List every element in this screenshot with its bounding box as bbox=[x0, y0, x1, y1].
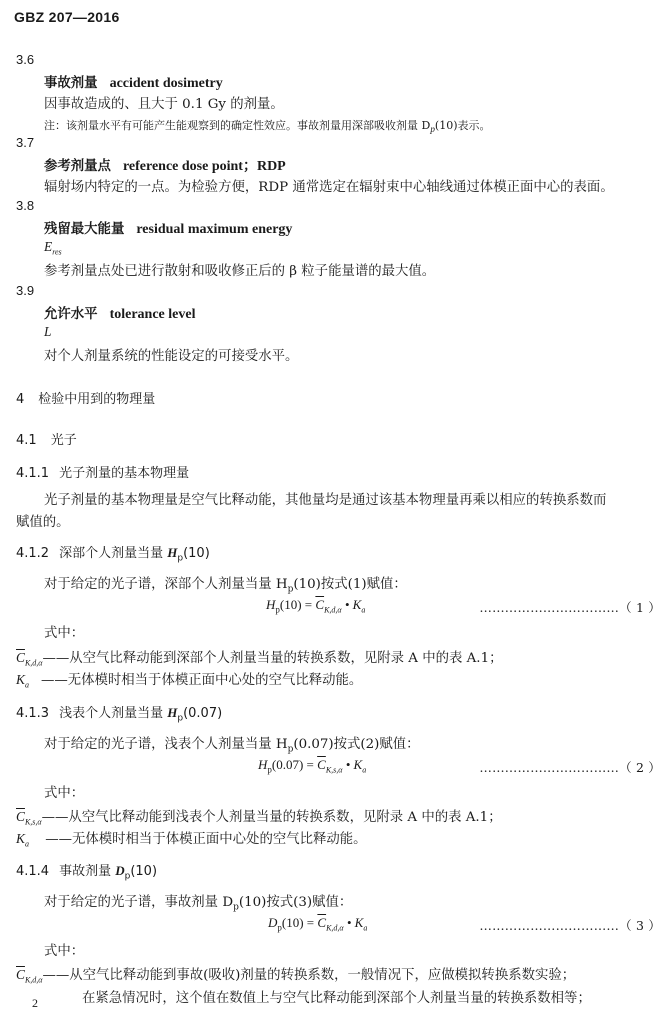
term-heading bbox=[44, 155, 286, 175]
intro-subscript: p bbox=[287, 584, 294, 595]
paragraph-line: 光子剂量的基本物理量是空气比释动能，其他量均是通过该基本物理量再乘以相应的转换系数而 bbox=[44, 493, 607, 508]
eq-lhs-sub: p bbox=[275, 604, 280, 615]
term-symbol: L bbox=[44, 324, 52, 339]
note-text: 注：该剂量水平有可能产生能观察到的确定性效应。事故剂量用深部吸收剂量 D bbox=[44, 119, 431, 132]
section-number: 4.1 bbox=[16, 433, 37, 448]
var-subscript: K,s,α bbox=[24, 817, 42, 827]
eq-lhs: D bbox=[268, 915, 278, 930]
term-definition: 对个人剂量系统的性能设定的可接受水平。 bbox=[44, 349, 299, 364]
eq-lhs: H bbox=[258, 757, 268, 772]
clause-number: 3.6 bbox=[16, 52, 35, 67]
term-chinese: 允许水平 bbox=[44, 307, 98, 322]
var-subscript: K,d,α bbox=[24, 975, 43, 985]
term-note bbox=[44, 117, 491, 134]
note-text-end: (10)表示。 bbox=[434, 119, 491, 132]
section-title: 事故剂量 bbox=[59, 864, 112, 879]
var-symbol: $\overline{C}$ bbox=[16, 967, 25, 982]
eq-kerma: • K bbox=[341, 597, 362, 612]
term-english: residual maximum energy bbox=[136, 222, 293, 237]
where-label: 式中： bbox=[44, 626, 85, 641]
clause-number: 3.7 bbox=[16, 135, 35, 150]
equation-number: ……………………………（ 2 ） bbox=[479, 760, 661, 775]
var-subscript: a bbox=[24, 839, 29, 849]
quantity-symbol: H bbox=[167, 545, 178, 560]
variable-definition bbox=[16, 669, 362, 690]
symbol-subscript: res bbox=[52, 247, 62, 257]
intro-subscript: p bbox=[233, 902, 239, 913]
eq-coefficient: $\overline{C}$ bbox=[317, 757, 326, 772]
intro-text-end: (0.07)按式(2)赋值： bbox=[293, 737, 420, 752]
eq-lhs-arg: (0.07) = bbox=[271, 757, 318, 772]
term-chinese: 残留最大能量 bbox=[44, 222, 125, 237]
section-title: 光子 bbox=[50, 433, 77, 448]
eq-lhs-arg: (10) = bbox=[281, 915, 318, 930]
section-title: 光子剂量的基本物理量 bbox=[59, 466, 190, 481]
paragraph-line: 赋值的。 bbox=[16, 515, 70, 530]
quantity-symbol: D bbox=[115, 863, 125, 878]
eq-kerma-sub: a bbox=[361, 605, 366, 615]
term-english: tolerance level bbox=[109, 307, 196, 322]
variable-definition bbox=[16, 828, 367, 849]
equation-intro bbox=[44, 573, 407, 595]
term-chinese: 事故剂量 bbox=[44, 76, 98, 91]
eq-coefficient: $\overline{C}$ bbox=[315, 597, 325, 612]
quantity-subscript: p bbox=[124, 871, 131, 882]
term-chinese: 参考剂量点 bbox=[44, 159, 111, 174]
variable-definition-continued: 在紧急情况时，这个值在数值上与空气比释动能到深部个人剂量当量的转换系数相等； bbox=[82, 991, 591, 1006]
equation-1 bbox=[266, 597, 365, 615]
where-label: 式中： bbox=[44, 944, 85, 959]
eq-kerma: • K bbox=[342, 757, 363, 772]
variable-definition bbox=[16, 806, 502, 827]
document-code-header: GBZ 207—2016 bbox=[14, 9, 120, 25]
var-text: ——从空气比释动能到深部个人剂量当量的转换系数，见附录 A 中的表 A.1； bbox=[42, 651, 503, 666]
eq-kerma-sub: a bbox=[363, 923, 368, 933]
quantity-symbol: H bbox=[167, 705, 178, 720]
intro-subscript: p bbox=[287, 744, 294, 755]
note-subscript: p bbox=[430, 124, 435, 135]
section-number: 4.1.2 bbox=[16, 546, 50, 561]
section-title: 深部个人剂量当量 bbox=[59, 546, 164, 561]
section-heading bbox=[16, 462, 189, 481]
equation-number: ……………………………（ 1 ） bbox=[479, 600, 661, 615]
quantity-argument: (0.07) bbox=[183, 706, 223, 721]
clause-number: 3.9 bbox=[16, 283, 35, 298]
term-definition: 辐射场内特定的一点。为检验方便，RDP 通常选定在辐射束中心轴线通过体模正面中心的表面。 bbox=[44, 180, 614, 195]
section-heading bbox=[16, 702, 222, 724]
section-heading bbox=[16, 388, 155, 407]
symbol: E bbox=[44, 239, 53, 254]
page-number: 2 bbox=[32, 996, 38, 1010]
var-symbol: K bbox=[16, 672, 25, 687]
term-english: accident dosimetry bbox=[109, 76, 223, 91]
term-symbol bbox=[44, 239, 62, 257]
term-definition: 因事故造成的、且大于 0.1 Gy 的剂量。 bbox=[44, 97, 284, 112]
equation-2 bbox=[258, 757, 366, 775]
section-number: 4 bbox=[16, 392, 25, 407]
var-text: ——从空气比释动能到事故(吸收)剂量的转换系数，一般情况下，应做模拟转换系数实验； bbox=[42, 968, 576, 983]
term-definition: 参考剂量点处已进行散射和吸收修正后的 β 粒子能量谱的最大值。 bbox=[44, 264, 436, 279]
section-number: 4.1.3 bbox=[16, 706, 50, 721]
eq-coefficient-sub: K,d,α bbox=[326, 923, 344, 933]
equation-intro bbox=[44, 891, 352, 913]
eq-lhs-arg: (10) = bbox=[279, 597, 316, 612]
var-symbol: $\overline{C}$ bbox=[16, 809, 25, 824]
intro-text: 对于给定的光子谱，事故剂量 D bbox=[44, 895, 234, 910]
term-heading bbox=[44, 72, 223, 92]
intro-text-end: (10)按式(3)赋值： bbox=[238, 895, 353, 910]
intro-text: 对于给定的光子谱，深部个人剂量当量 H bbox=[44, 577, 288, 592]
equation-number: ……………………………（ 3 ） bbox=[479, 918, 661, 933]
var-symbol: $\overline{C}$ bbox=[16, 650, 25, 665]
term-heading bbox=[44, 303, 195, 323]
equation-3 bbox=[268, 915, 367, 933]
var-subscript: a bbox=[24, 680, 29, 690]
variable-definition bbox=[16, 964, 575, 985]
term-english: reference dose point；RDP bbox=[122, 159, 286, 174]
intro-text: 对于给定的光子谱，浅表个人剂量当量 H bbox=[44, 737, 288, 752]
var-text: ——从空气比释动能到浅表个人剂量当量的转换系数，见附录 A 中的表 A.1； bbox=[41, 810, 502, 825]
clause-number: 3.8 bbox=[16, 198, 35, 213]
eq-lhs-sub: p bbox=[277, 922, 282, 933]
quantity-argument: (10) bbox=[183, 546, 210, 561]
eq-coefficient-sub: K,s,α bbox=[325, 765, 343, 775]
eq-kerma: • K bbox=[343, 915, 364, 930]
section-number: 4.1.1 bbox=[16, 466, 50, 481]
quantity-subscript: p bbox=[177, 713, 184, 724]
section-title: 检验中用到的物理量 bbox=[38, 392, 156, 407]
eq-lhs-sub: p bbox=[267, 764, 272, 775]
variable-definition bbox=[16, 647, 502, 668]
quantity-subscript: p bbox=[177, 553, 184, 564]
eq-coefficient: $\overline{C}$ bbox=[317, 915, 327, 930]
var-subscript: K,d,α bbox=[24, 658, 43, 668]
var-text: ——无体模时相当于体模正面中心处的空气比释动能。 bbox=[40, 832, 367, 847]
var-symbol: K bbox=[16, 831, 25, 846]
section-title: 浅表个人剂量当量 bbox=[59, 706, 164, 721]
section-heading bbox=[16, 860, 157, 882]
eq-coefficient-sub: K,d,α bbox=[324, 605, 342, 615]
section-heading bbox=[16, 542, 210, 564]
section-heading bbox=[16, 429, 77, 448]
eq-lhs: H bbox=[266, 597, 276, 612]
intro-text-end: (10)按式(1)赋值： bbox=[293, 577, 407, 592]
section-number: 4.1.4 bbox=[16, 864, 50, 879]
eq-kerma-sub: a bbox=[362, 765, 367, 775]
var-text: ——无体模时相当于体模正面中心处的空气比释动能。 bbox=[40, 673, 363, 688]
where-label: 式中： bbox=[44, 786, 85, 801]
equation-intro bbox=[44, 733, 420, 755]
term-heading bbox=[44, 218, 292, 238]
quantity-argument: (10) bbox=[130, 864, 158, 879]
